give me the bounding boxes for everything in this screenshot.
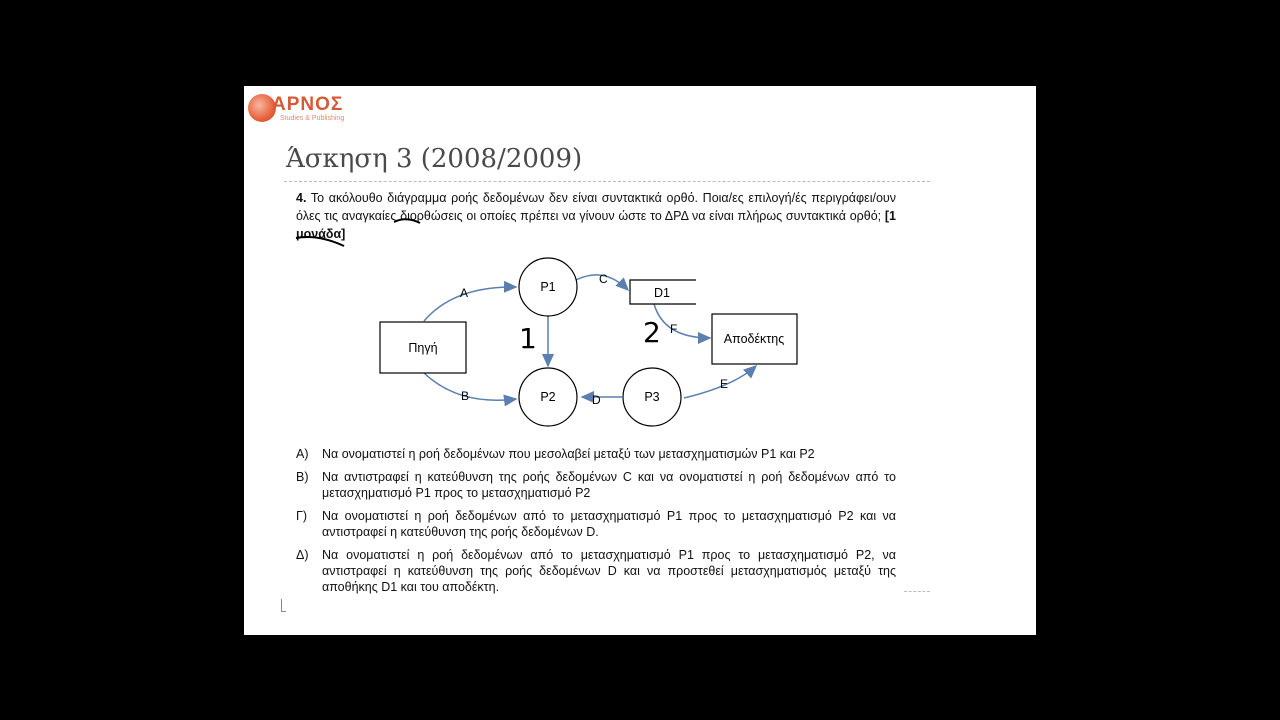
option-letter: Β) bbox=[296, 470, 309, 484]
option-d bbox=[296, 547, 896, 595]
flow-b-arrow bbox=[424, 373, 516, 400]
handwritten-underline-oles bbox=[394, 219, 420, 223]
slide bbox=[244, 86, 1036, 635]
flow-a-label: A bbox=[460, 286, 469, 300]
process-p3-label: P3 bbox=[644, 390, 660, 404]
flow-b-label: B bbox=[461, 389, 470, 403]
logo-name: ΑΡΝΟΣ bbox=[272, 94, 344, 115]
source-label: Πηγή bbox=[408, 341, 438, 355]
option-c bbox=[296, 508, 896, 540]
process-p2-label: P2 bbox=[540, 390, 556, 404]
question-number: 4. bbox=[296, 191, 307, 205]
question-points: [1 μονάδα] bbox=[296, 209, 896, 241]
flow-d-label: D bbox=[592, 393, 601, 407]
flow-f-label: F bbox=[670, 322, 678, 336]
logo-subtitle: Studies & Publishing bbox=[280, 115, 345, 122]
bottom-divider bbox=[904, 591, 930, 592]
handwritten-annotation-1: 1 bbox=[519, 322, 537, 355]
option-b bbox=[296, 469, 896, 501]
flow-f-arrow bbox=[654, 304, 710, 338]
option-text: Να ονοματιστεί η ροή δεδομένων από το μετασχηματισμό P1 προς το μετασχηματισμό P2, να αντιστραφεί η κατεύθυνση της ροής δεδομένων D και να προστεθεί μετασχηματισμός μεταξύ της αποθήκης D1 και του αποδέκτη. bbox=[322, 548, 896, 594]
option-letter: Α) bbox=[296, 447, 309, 461]
flow-e-label: E bbox=[720, 377, 729, 391]
option-text: Να αντιστραφεί η κατεύθυνση της ροής δεδομένων C και να ονοματιστεί η ροή δεδομένων από το μετασχηματισμό P1 προς το μετασχηματισμό P2 bbox=[322, 470, 896, 500]
flow-c-label: C bbox=[599, 272, 608, 286]
handwritten-underline-plirws bbox=[296, 237, 344, 246]
answer-options bbox=[296, 446, 896, 602]
slide-title: Άσκηση 3 (2008/2009) bbox=[286, 144, 583, 174]
text-cursor-icon bbox=[281, 599, 286, 612]
data-store-d1-label: D1 bbox=[654, 286, 670, 300]
question-body: Το ακόλουθο διάγραμμα ροής δεδομένων δεν είναι συντακτικά ορθό. Ποια/ες επιλογή/ές περιγράφει/ουν όλες τις αναγκαίες διορθώσεις οι οποίες πρέπει να γίνουν ώστε το ΔΡΔ να είναι πλήρως συντακτικά ορθό; bbox=[296, 191, 897, 223]
handwritten-annotation-2: 2 bbox=[643, 316, 661, 349]
process-p1-label: P1 bbox=[540, 280, 556, 294]
option-text: Να ονοματιστεί η ροή δεδομένων από το μετασχηματισμό P1 προς το μετασχηματισμό P2 και να αντιστραφεί η κατεύθυνση της ροής δεδομένων D. bbox=[322, 509, 896, 539]
option-letter: Δ) bbox=[296, 548, 309, 562]
sink-label: Αποδέκτης bbox=[723, 332, 785, 346]
flow-a-arrow bbox=[424, 287, 516, 321]
option-letter: Γ) bbox=[296, 509, 308, 523]
option-a bbox=[296, 446, 896, 462]
option-text: Να ονοματιστεί η ροή δεδομένων που μεσολαβεί μεταξύ των μετασχηματισμών P1 και P2 bbox=[322, 447, 815, 461]
